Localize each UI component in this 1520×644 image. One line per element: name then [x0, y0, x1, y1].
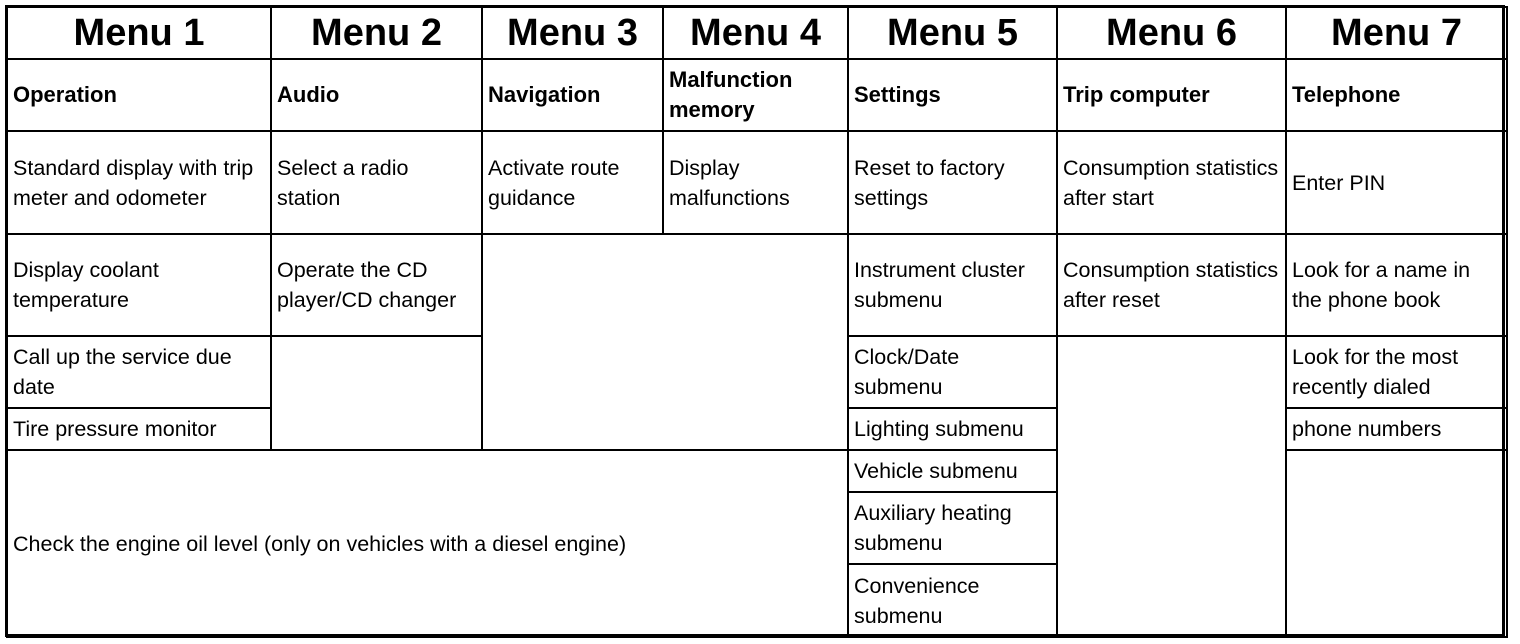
- coolant-temperature-cell: Display coolant temperature: [7, 234, 271, 336]
- recently-dialed-cell: Look for the most recently dialed: [1286, 336, 1507, 408]
- menu-1-function: Operation: [7, 59, 271, 131]
- cd-player-cell: Operate the CD player/CD changer: [271, 234, 482, 336]
- convenience-cell: Convenience submenu: [848, 564, 1057, 637]
- menu-5-function: Settings: [848, 59, 1057, 131]
- menu-function-row: [7, 59, 1507, 131]
- phone-book-cell: Look for a name in the phone book: [1286, 234, 1507, 336]
- tire-pressure-cell: Tire pressure monitor: [7, 408, 271, 450]
- stats-after-reset-cell: Consumption statistics after reset: [1057, 234, 1286, 336]
- menu-4-title: Menu 4: [663, 7, 848, 59]
- clock-date-cell: Clock/Date submenu: [848, 336, 1057, 408]
- empty-cell: [1286, 450, 1507, 637]
- menu-1-title: Menu 1: [7, 7, 271, 59]
- instrument-cluster-cell: Instrument cluster submenu: [848, 234, 1057, 336]
- auxiliary-heating-cell: Auxiliary heating submenu: [848, 492, 1057, 564]
- stats-after-start-cell: Consumption statistics after start: [1057, 131, 1286, 234]
- route-guidance-cell: Activate route guidance: [482, 131, 663, 234]
- menu-6-title: Menu 6: [1057, 7, 1286, 59]
- menu-7-function: Telephone: [1286, 59, 1507, 131]
- menu-item-row: [7, 131, 1507, 234]
- engine-oil-level-cell: Check the engine oil level (only on vehicles with a diesel engine): [7, 450, 848, 637]
- empty-cell: [1057, 336, 1286, 637]
- menu-6-function: Trip computer: [1057, 59, 1286, 131]
- menu-2-title: Menu 2: [271, 7, 482, 59]
- enter-pin-cell: Enter PIN: [1286, 131, 1507, 234]
- display-malfunctions-cell: Display malfunctions: [663, 131, 848, 234]
- menu-2-function: Audio: [271, 59, 482, 131]
- radio-station-cell: Select a radio station: [271, 131, 482, 234]
- menu-item-row: [7, 234, 1507, 336]
- menu-4-function: Malfunction memory: [663, 59, 848, 131]
- vehicle-cell: Vehicle submenu: [848, 450, 1057, 492]
- menu-3-title: Menu 3: [482, 7, 663, 59]
- menu-title-row: [7, 7, 1507, 59]
- standard-display-cell: Standard display with trip meter and odometer: [7, 131, 271, 234]
- menu-3-function: Navigation: [482, 59, 663, 131]
- empty-cell: [482, 234, 848, 450]
- menu-7-title: Menu 7: [1286, 7, 1507, 59]
- empty-cell: [271, 336, 482, 450]
- menu-5-title: Menu 5: [848, 7, 1057, 59]
- lighting-cell: Lighting submenu: [848, 408, 1057, 450]
- service-due-date-cell: Call up the service due date: [7, 336, 271, 408]
- phone-numbers-cell: phone numbers: [1286, 408, 1507, 450]
- menu-overview-table: [6, 6, 1508, 638]
- factory-settings-cell: Reset to factory settings: [848, 131, 1057, 234]
